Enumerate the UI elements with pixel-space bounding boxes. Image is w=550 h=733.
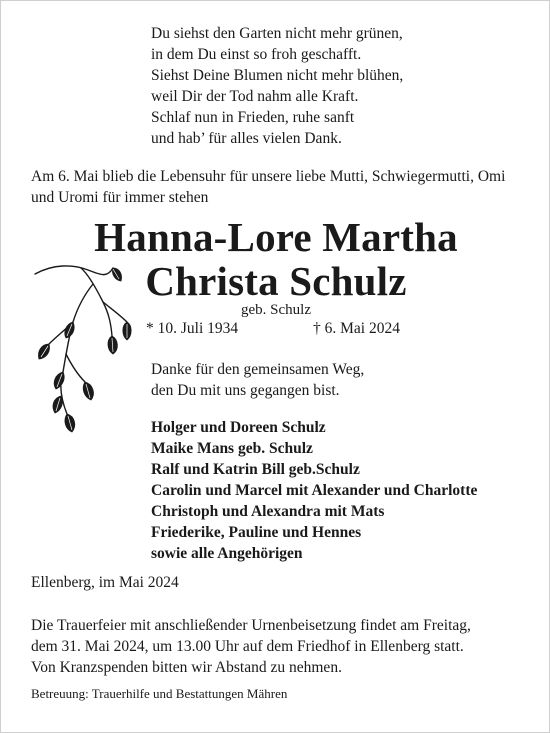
deceased-name-line2: Christa Schulz [145,258,407,304]
mourner-line: sowie alle Angehörigen [151,545,303,562]
birth-date: * 10. Juli 1934 [146,320,239,337]
thanks-line: den Du mit uns gegangen bist. [151,382,340,399]
mourner-line: Carolin und Marcel mit Alexander und Charlotte [151,482,478,499]
memorial-poem [151,23,403,149]
place-date: Ellenberg, im Mai 2024 [31,574,179,591]
deceased-name-line1: Hanna-Lore Martha [94,214,458,260]
birth-name: geb. Schulz [241,302,311,318]
notice-line: Die Trauerfeier mit anschließender Urnenbeisetzung findet am Freitag, [31,617,471,634]
thanks-text [151,359,364,401]
thanks-line: Danke für den gemeinsamen Weg, [151,361,365,378]
poem-line: Du siehst den Garten nicht mehr grünen, [151,25,403,42]
death-date: † 6. Mai 2024 [313,320,400,337]
poem-line: Schlaf nun in Frieden, ruhe sanft [151,109,355,126]
mourner-line: Holger und Doreen Schulz [151,419,326,436]
notice-line: dem 31. Mai 2024, um 13.00 Uhr auf dem Friedhof in Ellenberg statt. [31,638,464,655]
care-credit: Betreuung: Trauerhilfe und Bestattungen Mähren [31,686,288,701]
birch-branch-icon [33,264,133,439]
poem-line: und hab’ für alles vielen Dank. [151,130,342,147]
poem-line: in dem Du einst so froh geschafft. [151,46,362,63]
poem-line: weil Dir der Tod nahm alle Kraft. [151,88,359,105]
intro-text: Am 6. Mai blieb die Lebensuhr für unsere liebe Mutti, Schwiegermutti, Omi und Uromi für immer stehen [31,168,506,206]
mourner-line: Friederike, Pauline und Hennes [151,524,362,541]
mourner-line: Christoph und Alexandra mit Mats [151,503,385,520]
mourners-list [151,417,477,564]
notice-line: Von Kranzspenden bitten wir Abstand zu nehmen. [31,659,342,676]
mourner-line: Maike Mans geb. Schulz [151,440,313,457]
poem-line: Siehst Deine Blumen nicht mehr blühen, [151,67,404,84]
funeral-notice [31,615,536,678]
mourner-line: Ralf und Katrin Bill geb.Schulz [151,461,360,478]
